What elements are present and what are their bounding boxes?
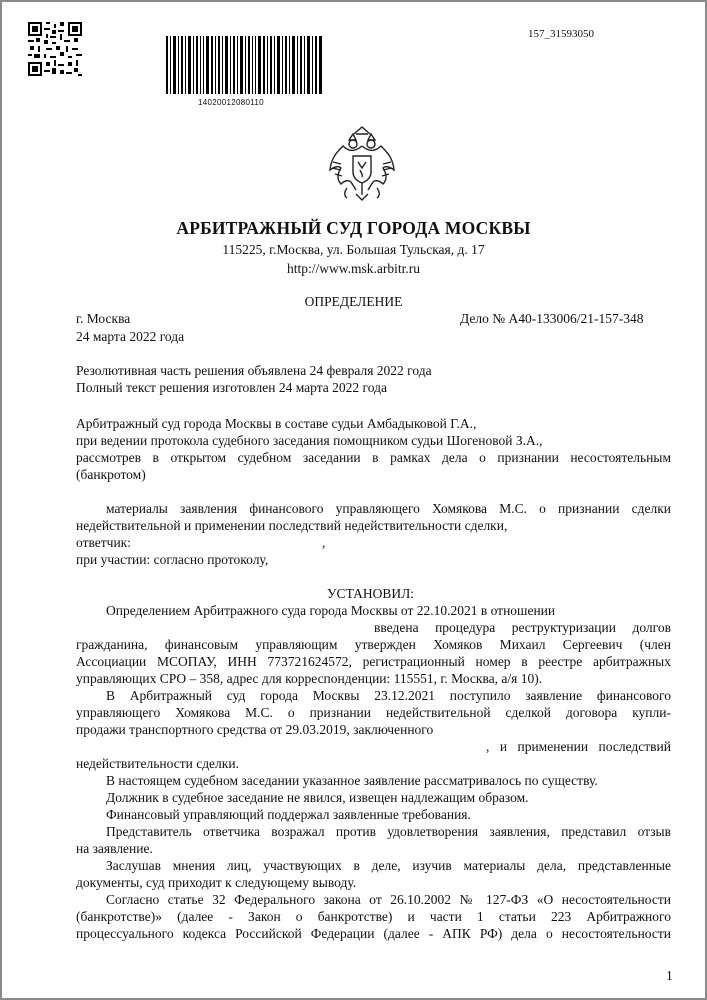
text-line: материалы заявления финансового управляющего Хомякова М.С. о признании сделки [106,501,671,516]
document-id: 157_31593050 [528,28,594,40]
section-heading: УСТАНОВИЛ: [327,586,415,601]
text-line: Должник в судебное заседание не явился, извещен надлежащим образом. [106,790,529,805]
text-line: Определением Арбитражного суда города Москвы от 22.10.2021 в отношении [106,603,556,618]
text-line: недействительной и применении последствий недействительности сделки, [76,518,508,533]
text-line: (банкротстве)» (далее - Закон о банкротстве) и части 1 статьи 223 Арбитражного [76,909,671,924]
text-line: управляющего Хомякова М.С. о признании недействительной сделкой договора купли- [76,705,671,720]
text-line: В Арбитражный суд города Москвы 23.12.2021 поступило заявление финансового [106,688,671,703]
text-line: В настоящем судебном заседании указанное заявление рассматривалось по существу. [106,773,598,788]
document-date: 24 марта 2022 года [76,329,185,344]
qr-code-icon [28,22,82,76]
court-title: АРБИТРАЖНЫЙ СУД ГОРОДА МОСКВЫ [176,218,531,238]
text-line: гражданина, финансовым управляющим утвержден Хомяков Михаил Сергеевич (член [76,637,671,652]
text-line: (банкротом) [76,467,146,482]
text-line: введена процедура реструктуризации долгов [374,620,671,635]
text-line: документы, суд приходит к следующему выводу. [76,875,357,890]
text-line: Резолютивная часть решения объявлена 24 февраля 2022 года [76,363,432,378]
text-line: продажи транспортного средства от 29.03.2019, заключенного [76,722,434,737]
text-line: при ведении протокола судебного заседания помощником судьи Шогеновой З.А., [76,433,543,448]
document-type-heading: ОПРЕДЕЛЕНИЕ [304,294,403,309]
barcode-number: 14020012080110 [198,98,264,107]
case-number: Дело № А40-133006/21-157-348 [460,311,644,326]
document-city: г. Москва [76,311,131,326]
text-line: Ассоциации МСОПАУ, ИНН 773721624572, регистрационный номер в реестре арбитражных [76,654,671,669]
court-url: http://www.msk.arbitr.ru [287,261,420,276]
text-line: недействительности сделки. [76,756,239,771]
defendant-label: ответчик: [76,535,131,550]
text-line: Финансовый управляющий поддержал заявленные требования. [106,807,471,822]
text-line: , [322,535,326,550]
court-address: 115225, г.Москва, ул. Большая Тульская, д. 17 [222,242,485,257]
text-line: Заслушав мнения лиц, участвующих в деле, изучив материалы дела, представленные [106,858,671,873]
page-number: 1 [666,968,673,983]
text-line: Арбитражный суд города Москвы в составе судьи Амбадыковой Г.А., [76,416,477,431]
barcode-icon [166,36,322,94]
text-line: Полный текст решения изготовлен 24 марта 2022 года [76,380,387,395]
text-line: рассмотрев в открытом судебном заседании в рамках дела о признании несостоятельным [76,450,671,465]
text-line: Представитель ответчика возражал против удовлетворения заявления, представил отзыв [106,824,671,839]
text-line: на заявление. [76,841,153,856]
text-line: Согласно статье 32 Федерального закона от 26.10.2002 № 127-ФЗ «О несостоятельности [106,892,671,907]
text-line: процессуального кодекса Российской Федерации (далее - АПК РФ) дела о несостоятельности [76,926,671,941]
text-line: , и применении последствий [486,739,671,754]
text-line: при участии: согласно протоколу, [76,552,269,567]
text-line: управляющих СРО – 358, адрес для корреспонденции: 115551, г. Москва, а/я 10). [76,671,543,686]
coat-of-arms-icon [327,122,397,204]
